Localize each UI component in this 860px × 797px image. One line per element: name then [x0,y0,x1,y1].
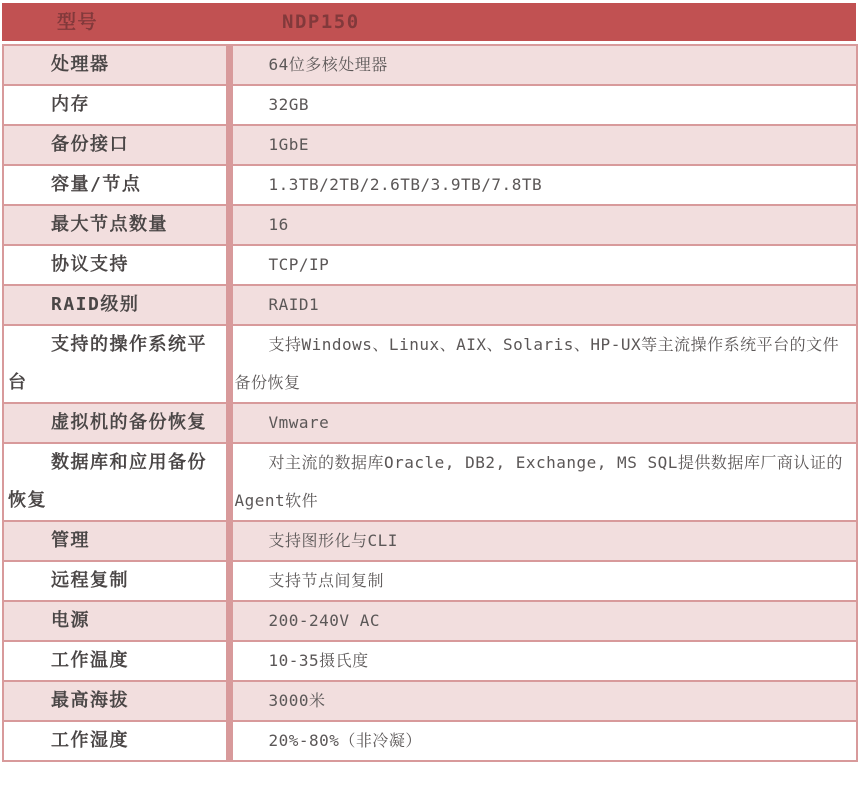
spec-label-cell: 工作湿度 [3,721,229,761]
spec-value-cell: 20%-80%（非冷凝） [229,721,857,761]
spec-value-cell: 对主流的数据库Oracle, DB2, Exchange, MS SQL提供数据库厂商认证的Agent软件 [229,443,857,521]
spec-value-cell: 支持Windows、Linux、AIX、Solaris、HP-UX等主流操作系统平台的文件备份恢复 [229,325,857,403]
spec-label-cell: 虚拟机的备份恢复 [3,403,229,443]
spec-label-cell: 远程复制 [3,561,229,601]
table-row [3,285,857,325]
table-row [3,721,857,761]
table-row [3,641,857,681]
spec-label-cell: 支持的操作系统平台 [3,325,229,403]
spec-value-cell: TCP/IP [229,245,857,285]
spec-value-cell: 16 [229,205,857,245]
spec-label-cell: 管理 [3,521,229,561]
spec-label-cell: RAID级别 [3,285,229,325]
table-row [3,443,857,521]
spec-label-cell: 处理器 [3,45,229,85]
table-row [3,325,857,403]
table-row [3,165,857,205]
spec-value-cell: 3000米 [229,681,857,721]
spec-label-cell: 备份接口 [3,125,229,165]
spec-header-row [2,3,856,41]
table-row [3,561,857,601]
spec-label-cell: 电源 [3,601,229,641]
spec-value-cell: 支持节点间复制 [229,561,857,601]
table-row [3,681,857,721]
spec-value-cell: 1.3TB/2TB/2.6TB/3.9TB/7.8TB [229,165,857,205]
spec-body-table [2,44,858,762]
table-row [3,403,857,443]
spec-label-cell: 数据库和应用备份恢复 [3,443,229,521]
spec-label-cell: 协议支持 [3,245,229,285]
spec-value-cell: 64位多核处理器 [229,45,857,85]
table-row [3,521,857,561]
spec-value-cell: Vmware [229,403,857,443]
spec-value-cell: 10-35摄氏度 [229,641,857,681]
spec-label-cell: 最高海拔 [3,681,229,721]
table-row [3,245,857,285]
spec-value-cell: RAID1 [229,285,857,325]
spec-value-cell: 支持图形化与CLI [229,521,857,561]
spec-value-cell: 200-240V AC [229,601,857,641]
spec-label-cell: 最大节点数量 [3,205,229,245]
header-model-label: 型号 [57,11,99,33]
table-row [3,45,857,85]
spec-table [2,3,856,762]
spec-value-cell: 1GbE [229,125,857,165]
table-row [3,85,857,125]
spec-label-cell: 工作温度 [3,641,229,681]
header-model-value: NDP150 [282,11,360,33]
spec-value-cell: 32GB [229,85,857,125]
spec-label-cell: 容量/节点 [3,165,229,205]
spec-label-cell: 内存 [3,85,229,125]
table-row [3,125,857,165]
table-row [3,205,857,245]
table-row [3,601,857,641]
